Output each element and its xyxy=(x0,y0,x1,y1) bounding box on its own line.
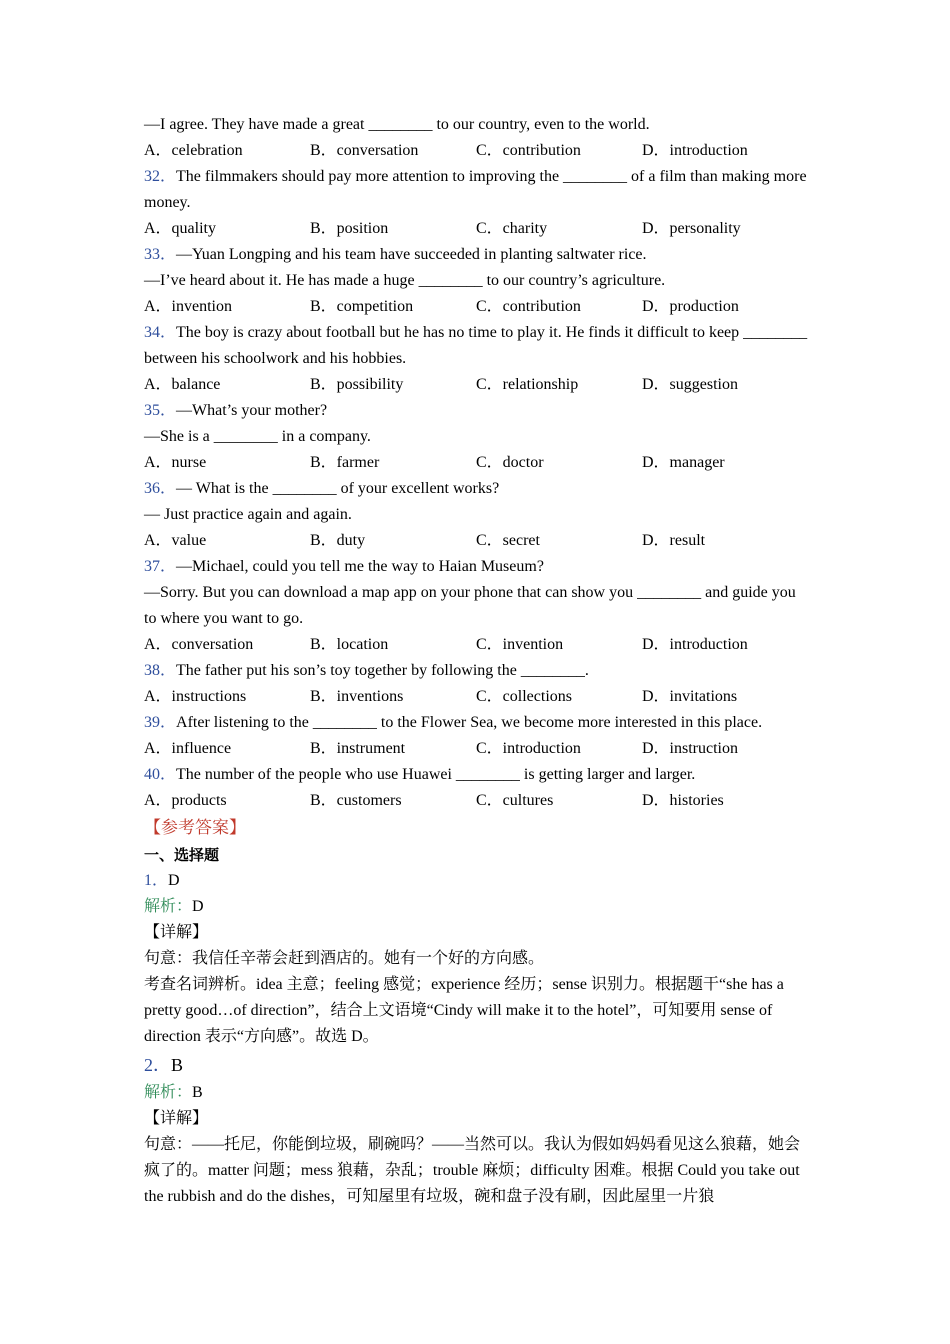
question-36-options xyxy=(144,528,809,554)
option-d: D．result xyxy=(642,532,706,549)
question-39 xyxy=(144,710,809,736)
question-39-options xyxy=(144,736,809,762)
answer-value: B xyxy=(171,1055,184,1075)
option-b: B．customers xyxy=(310,792,402,809)
question-number: 36． xyxy=(144,480,177,497)
analysis-label: 解析： xyxy=(144,898,193,915)
option-b: B．farmer xyxy=(310,454,380,471)
option-c: C．introduction xyxy=(476,740,581,757)
question-32 xyxy=(144,164,809,216)
option-d: D．personality xyxy=(642,220,741,237)
answer-2 xyxy=(144,1050,809,1080)
analysis-label: 解析： xyxy=(144,1084,193,1101)
question-text: The filmmakers should pay more attention to improving the ________ of a film than making more money. xyxy=(144,168,807,211)
option-a: A．products xyxy=(144,792,227,809)
question-text: —Yuan Longping and his team have succeeded in planting saltwater rice. xyxy=(176,246,647,263)
analysis-value: B xyxy=(192,1084,203,1101)
question-33 xyxy=(144,242,809,268)
option-c: C．secret xyxy=(476,532,540,549)
option-c: C．contribution xyxy=(476,298,581,315)
option-c: C．invention xyxy=(476,636,564,653)
option-c: C．charity xyxy=(476,220,548,237)
detail-label: 【详解】 xyxy=(144,1110,209,1127)
detail-label: 【详解】 xyxy=(144,924,209,941)
question-number: 39． xyxy=(144,714,177,731)
question-31-reply: —I agree. They have made a great ________ to our country, even to the world. xyxy=(144,116,650,133)
option-b: B．conversation xyxy=(310,142,419,159)
question-38 xyxy=(144,658,809,684)
question-text: — What is the ________ of your excellent works? xyxy=(176,480,500,497)
option-a: A．quality xyxy=(144,220,216,237)
analysis-value: D xyxy=(192,898,204,915)
option-a: A．balance xyxy=(144,376,221,393)
option-b: B．position xyxy=(310,220,389,237)
option-b: B．location xyxy=(310,636,389,653)
question-number: 37． xyxy=(144,558,177,575)
analysis-2 xyxy=(144,1080,809,1106)
question-text: The boy is crazy about football but he has no time to play it. He finds it difficult to keep ________ between his schoolwork and his hobbies. xyxy=(144,324,808,367)
detail-paragraph: 考查名词辨析。idea 主意；feeling 感觉；experience 经历；sense 识别力。根据题干“she has a pretty good…of direction”，结合上文语境“Cindy will make it to the hotel”，可知要用 sense of direction 表示“方向感”。故选 D。 xyxy=(144,976,784,1045)
question-35 xyxy=(144,398,809,424)
analysis-1 xyxy=(144,894,809,920)
question-33-reply: —I’ve heard about it. He has made a huge ________ to our country’s agriculture. xyxy=(144,272,666,289)
option-d: D．suggestion xyxy=(642,376,739,393)
question-37-reply: —Sorry. But you can download a map app on your phone that can show you ________ and guide you to where you want to go. xyxy=(144,584,796,627)
option-c: C．cultures xyxy=(476,792,554,809)
option-a: A．influence xyxy=(144,740,232,757)
question-40 xyxy=(144,762,809,788)
option-b: B．duty xyxy=(310,532,366,549)
option-d: D．histories xyxy=(642,792,724,809)
question-40-options xyxy=(144,788,809,814)
question-37 xyxy=(144,554,809,580)
option-d: D．production xyxy=(642,298,739,315)
option-a: A．conversation xyxy=(144,636,254,653)
question-text: —What’s your mother? xyxy=(176,402,328,419)
detail-paragraph: 句意：——托尼，你能倒垃圾，刷碗吗？——当然可以。我认为假如妈妈看见这么狼藉，她会疯了的。matter 问题；mess 狼藉，杂乱；trouble 麻烦；difficulty 困难。根据 Could you take out the rubbish and do the dishes，可知屋里有垃圾，碗和盘子没有刷，因此屋里一片狼 xyxy=(144,1136,801,1205)
question-number: 34． xyxy=(144,324,177,341)
option-b: B．instrument xyxy=(310,740,406,757)
question-36 xyxy=(144,476,809,502)
option-b: B．inventions xyxy=(310,688,404,705)
answer-header: 【参考答案】 xyxy=(144,818,246,837)
question-number: 35． xyxy=(144,402,177,419)
question-35-options xyxy=(144,450,809,476)
option-c: C．doctor xyxy=(476,454,544,471)
question-number: 33． xyxy=(144,246,177,263)
detail-paragraph: 句意：我信任辛蒂会赶到酒店的。她有一个好的方向感。 xyxy=(144,950,545,967)
question-text: —Michael, could you tell me the way to Haian Museum? xyxy=(176,558,544,575)
question-32-options xyxy=(144,216,809,242)
section-title: 一、选择题 xyxy=(144,846,220,864)
question-text: The father put his son’s toy together by following the ________. xyxy=(176,662,589,679)
question-number: 32． xyxy=(144,168,177,185)
option-c: C．collections xyxy=(476,688,572,705)
answer-value: D xyxy=(168,872,180,889)
option-c: C．contribution xyxy=(476,142,581,159)
question-37-options xyxy=(144,632,809,658)
answer-1 xyxy=(144,868,809,894)
option-a: A．instructions xyxy=(144,688,247,705)
question-number: 38． xyxy=(144,662,177,679)
option-c: C．relationship xyxy=(476,376,579,393)
question-33-options xyxy=(144,294,809,320)
option-d: D．introduction xyxy=(642,142,748,159)
answer-number: 1． xyxy=(144,872,169,889)
option-d: D．manager xyxy=(642,454,725,471)
question-text: After listening to the ________ to the Flower Sea, we become more interested in this place. xyxy=(176,714,763,731)
option-d: D．instruction xyxy=(642,740,738,757)
option-a: A．invention xyxy=(144,298,232,315)
option-a: A．celebration xyxy=(144,142,243,159)
option-a: A．nurse xyxy=(144,454,207,471)
question-34-options xyxy=(144,372,809,398)
question-31-options xyxy=(144,138,809,164)
question-35-reply: —She is a ________ in a company. xyxy=(144,428,371,445)
question-38-options xyxy=(144,684,809,710)
document-page xyxy=(144,112,809,1210)
option-a: A．value xyxy=(144,532,207,549)
option-b: B．possibility xyxy=(310,376,404,393)
question-number: 40． xyxy=(144,766,177,783)
question-36-reply: — Just practice again and again. xyxy=(144,506,352,523)
answer-number: 2． xyxy=(144,1055,171,1075)
option-b: B．competition xyxy=(310,298,414,315)
question-34 xyxy=(144,320,809,372)
option-d: D．invitations xyxy=(642,688,738,705)
question-text: The number of the people who use Huawei ________ is getting larger and larger. xyxy=(176,766,696,783)
option-d: D．introduction xyxy=(642,636,748,653)
